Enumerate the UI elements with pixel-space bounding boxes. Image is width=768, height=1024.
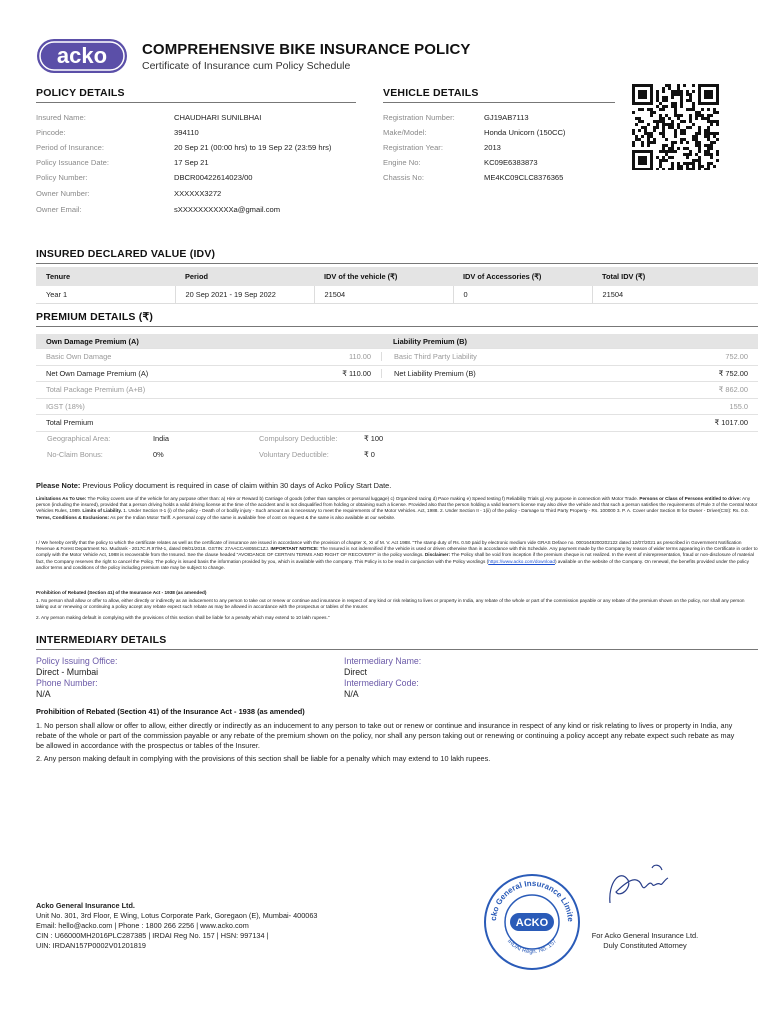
company-seal (482, 872, 582, 972)
sign-for-text: For Acko General Insurance Ltd. (591, 931, 699, 940)
ncb-value: 0% (153, 450, 164, 459)
rebate-small-heading: Prohibition of Rebated (Section 41) of the Insurance Act - 1938 (as amended) (36, 590, 207, 595)
premium-divider (36, 326, 758, 327)
table-row (36, 366, 758, 383)
liability-text: 1. Under Section II-1 (i) of the policy - Death of or bodily injury - Such amount as is necessary to meet the requirements of the Motor Vehicles. Act, 1988. 2. Under Section II - 1(ii) of the policy - Damage to Third Party Property - Rs. 100000 3. P. A. Cover under Section III for Owner - Driver(CSI): Rs. 0.0. (121, 508, 749, 514)
svg-text:IRDAI Regn. No. 157: IRDAI Regn. No. 157 (505, 938, 559, 956)
idv-col-total: Total IDV (₹) (592, 267, 758, 286)
company-cin: CIN : U66000MH2016PLC287385 | IRDAI Reg No. 157 | HSN: 997134 | (36, 931, 269, 940)
table-row (36, 399, 758, 416)
intermediary-divider (36, 649, 758, 650)
disclaimer-tail: ) available on the website of the Company. On renewal, the benefits provided under the policy and/or terms and conditions of the policy including premium rate may be subject to change. (36, 558, 749, 570)
pincode-label: Pincode: (36, 128, 66, 137)
engine-no-value: KC09E6383873 (484, 158, 538, 167)
premium-header-row (36, 334, 758, 349)
chassis-no-label: Chassis No: (383, 173, 424, 182)
make-model-value: Honda Unicorn (150CC) (484, 128, 566, 137)
vehicle-details-heading: VEHICLE DETAILS (383, 87, 479, 99)
total-package-label: Total Package Premium (A+B) (46, 385, 146, 395)
policy-subtitle: Certificate of Insurance cum Policy Schedule (142, 60, 351, 72)
idv-col-tenure: Tenure (36, 267, 175, 286)
idv-divider (36, 263, 758, 264)
issuance-date-value: 17 Sep 21 (174, 158, 209, 167)
rebate-p2: 2. Any person making default in complying with the provisions of this section shall be liable for a penalty which may extend to 10 lakh rupees. (36, 754, 491, 763)
registration-year-label: Registration Year: (383, 143, 443, 152)
phone-number-value: N/A (36, 689, 51, 699)
table-row (36, 286, 758, 304)
please-note-text: Previous Policy document is required in case of claim within 30 days of Acko Policy Start Date. (80, 481, 392, 490)
idv-total-cell: 21504 (592, 286, 758, 304)
basic-own-damage-label: Basic Own Damage (46, 352, 112, 362)
company-name: Acko General Insurance Ltd. (36, 901, 135, 910)
important-notice-label: IMPORTANT NOTICE: (270, 546, 319, 552)
insured-name-label: Insured Name: (36, 113, 86, 122)
make-model-label: Make/Model: (383, 128, 427, 137)
owner-number-value: XXXXXX3272 (174, 189, 222, 198)
geo-area-label: Geographical Area: (47, 434, 111, 443)
company-address: Unit No. 301, 3rd Floor, E Wing, Lotus Corporate Park, Goregaon (E), Mumbai- 400063 (36, 911, 318, 920)
persons-label: Persons or Class of Persons entitled to drive: (639, 496, 741, 501)
engine-no-label: Engine No: (383, 158, 421, 167)
svg-text:Acko General Insurance Limited: cko General Insurance Limite (488, 878, 576, 923)
vehicle-details-divider (383, 102, 615, 103)
policy-details-heading: POLICY DETAILS (36, 87, 125, 99)
important-notice-text: The Insured is not indemnified if the vehicle is used or driven otherwise than in accordance with this Schedule. Any payment made by the Company by reason of wider terms appearing in the Certificate in order to comply with the Motor Vehicle Act, 1988 is recoverable from the Insured. See the clause headed "AVOIDANCE OF CERTAIN TERMS AND RIGHT OF RECOVERY" in the policy wordings. (36, 546, 758, 558)
net-liability-value: ₹ 752.00 (718, 368, 748, 378)
idv-col-vehicle: IDV of the vehicle (₹) (314, 267, 453, 286)
voluntary-deductible-value: ₹ 0 (364, 450, 375, 459)
ncb-label: No-Claim Bonus: (47, 450, 103, 459)
sign-role-text: Duly Constituted Attorney (603, 941, 687, 950)
svg-text:acko: acko (56, 43, 108, 68)
policy-details-divider (36, 102, 356, 103)
owner-email-label: Owner Email: (36, 205, 82, 214)
certification-paragraph (36, 540, 758, 571)
limitations-label: Limitations As To Use: (36, 496, 87, 501)
basic-tp-label: Basic Third Party Liability (394, 352, 477, 362)
terms-text: As per the Indian Motor Tariff. A personal copy of the same is available free of cost on request & the same is also available at our website. (109, 514, 396, 520)
acko-logo (36, 38, 128, 74)
liability-label: Limits of Liability. (82, 508, 122, 514)
registration-number-label: Registration Number: (383, 113, 455, 122)
phone-number-label: Phone Number: (36, 678, 98, 688)
policy-number-value: DBCR00422614023/00 (174, 173, 253, 182)
basic-tp-value: 752.00 (725, 352, 748, 362)
terms-label: Terms, Conditions & Exclusions: (36, 514, 110, 520)
idv-heading: INSURED DECLARED VALUE (IDV) (36, 248, 216, 260)
intermediary-name-value: Direct (344, 667, 367, 677)
issuing-office-value: Direct - Mumbai (36, 667, 99, 677)
svg-text:ACKO: ACKO (515, 917, 549, 929)
company-footer (36, 901, 456, 951)
rebate-heading: Prohibition of Rebated (Section 41) of the Insurance Act - 1938 (as amended) (36, 707, 305, 716)
qr-code (632, 84, 720, 170)
idv-period-cell: 20 Sep 2021 - 19 Sep 2022 (175, 286, 314, 304)
policy-wordings-link[interactable]: https://www.acko.com/download (488, 558, 555, 564)
policy-number-label: Policy Number: (36, 173, 88, 182)
limitations-text: The Policy covers use of the vehicle for any purpose other than: a) Hire or Reward b) Carriage of goods (other than samples or personal luggage) c) Organized racing d) Pace making e) Speed testing f) Reliability Trials g) Any purpose in connection with Motor Trade. (86, 496, 640, 501)
persons-text: Any person (including the insured), provided that a person driving holds a valid driving license at the time of the accident and is not disqualified from holding or obtaining such a license. Provided also that the person holding a valid learner's license may also drive the vehicle and that such a person satisfies the requirements of Rule 3 of the Central Motor Vehicles Rules, 1989. (36, 496, 758, 514)
compulsory-deductible-label: Compulsory Deductible: (259, 434, 338, 443)
chassis-no-value: ME4KC09CLC8376365 (484, 173, 564, 182)
pincode-value: 394110 (174, 128, 199, 137)
net-od-value: ₹ 110.00 (342, 368, 371, 378)
owner-number-label: Owner Number: (36, 189, 90, 198)
premium-heading: PREMIUM DETAILS (₹) (36, 311, 154, 323)
limitations-paragraph (36, 496, 758, 521)
table-row (36, 415, 758, 432)
signature (590, 858, 680, 918)
certify-text: I / We hereby certify that the policy to which the certificate relates as well as the certificate of insurance are issued in accordance with the provision of chapter X, XI of M. V. Act 1988. "The stamp duty of Rs. 0.50 paid by electronic medium vide GRAS Deface no. 0001649200202122 dated 12/07/2021 as prescribed in Government Notification Revenue & Forest Department No. Mudrank - 2017C.R.97/M-1, dated 09/01/2018. GSTIN: 27AACCA8055C1ZJ. (36, 540, 742, 552)
idv-col-accessories: IDV of Accessories (₹) (453, 267, 592, 286)
rebate-p1: 1. No person shall allow or offer to allow, either directly or indirectly as an inducement to any person to take out or renew or continue and insurance in respect of any kind or risk relating to lives or property in India, any rebate of the whole or part of the commission payable or any rebate of the premium shown on the policy, nor shall any person taking out or renewing or continuing a policy accept any rebate expect such rebate as may be allowed in accordance with the prospectus or tables of the Insurer. (36, 721, 735, 750)
net-liability-label: Net Liability Premium (B) (394, 368, 476, 378)
disclaimer-text: The Policy shall be void from inception if the premium cheque is not realized. In the event of misrepresentation, fraud or non-disclosure of material fact, the Company reserves the right to cancel the Policy. The policy is issued basis the information provided by you, which is available with the company. This Policy is to be read in conjunction with the Policy wordings ( (36, 552, 754, 564)
please-note (36, 481, 391, 490)
disclaimer-label: Disclaimer: (424, 552, 451, 558)
period-label: Period of Insurance: (36, 143, 104, 152)
table-row (36, 382, 758, 399)
company-uin: UIN: IRDAN157P0002V01201819 (36, 941, 146, 950)
voluntary-deductible-label: Voluntary Deductible: (259, 450, 329, 459)
idv-accessories-cell: 0 (453, 286, 592, 304)
total-premium-label: Total Premium (46, 418, 94, 428)
table-row (36, 349, 758, 366)
period-value: 20 Sep 21 (00:00 hrs) to 19 Sep 22 (23:59 hrs) (174, 143, 332, 152)
net-od-label: Net Own Damage Premium (A) (46, 368, 149, 378)
idv-header-row (36, 267, 758, 286)
owner-email-value: sXXXXXXXXXXXa@gmail.com (174, 205, 281, 214)
insured-name-value: CHAUDHARI SUNILBHAI (174, 113, 262, 122)
policy-title: COMPREHENSIVE BIKE INSURANCE POLICY (142, 41, 471, 58)
intermediary-code-label: Intermediary Code: (344, 678, 419, 688)
idv-col-period: Period (175, 267, 314, 286)
premium-table (36, 334, 758, 432)
idv-vehicle-cell: 21504 (314, 286, 453, 304)
idv-tenure-cell: Year 1 (36, 286, 175, 304)
basic-own-damage-value: 110.00 (348, 352, 371, 362)
idv-table (36, 267, 758, 304)
registration-year-value: 2013 (484, 143, 501, 152)
compulsory-deductible-value: ₹ 100 (364, 434, 384, 443)
igst-value: 155.0 (729, 401, 748, 411)
rebate-small-p2: 2. Any person making default in complying with the provisions of this section shall be liable for a penalty which may extend to 10 lakh rupees." (36, 615, 330, 620)
liability-heading: Liability Premium (B) (393, 336, 467, 346)
geo-area-value: India (153, 434, 170, 443)
intermediary-heading: INTERMEDIARY DETAILS (36, 634, 167, 646)
intermediary-code-value: N/A (344, 689, 359, 699)
please-note-label: Please Note: (36, 481, 81, 490)
igst-label: IGST (18%) (46, 401, 85, 411)
rebate-small-p1: 1. No person shall allow or offer to allow, either directly or indirectly as an inducement to any person to take out or renew or continue and insurance in respect of any kind or risk relating to lives or property in India, any rebate of the whole or part of the commission payable or any rebate of the premium shown on the policy, nor shall any person taking out or renewing or continuing a policy accept any rebate expect such rebate as may be allowed in accordance with the prospectus or tables of the Insurer. (36, 598, 745, 610)
issuance-date-label: Policy Issuance Date: (36, 158, 110, 167)
registration-number-value: GJ19AB7113 (484, 113, 529, 122)
intermediary-name-label: Intermediary Name: (344, 656, 422, 666)
total-premium-value: ₹ 1017.00 (714, 418, 748, 428)
total-package-value: ₹ 862.00 (718, 385, 748, 395)
own-damage-heading: Own Damage Premium (A) (46, 336, 139, 346)
issuing-office-label: Policy Issuing Office: (36, 656, 118, 666)
company-contact: Email: hello@acko.com | Phone : 1800 266 2256 | www.acko.com (36, 921, 249, 930)
